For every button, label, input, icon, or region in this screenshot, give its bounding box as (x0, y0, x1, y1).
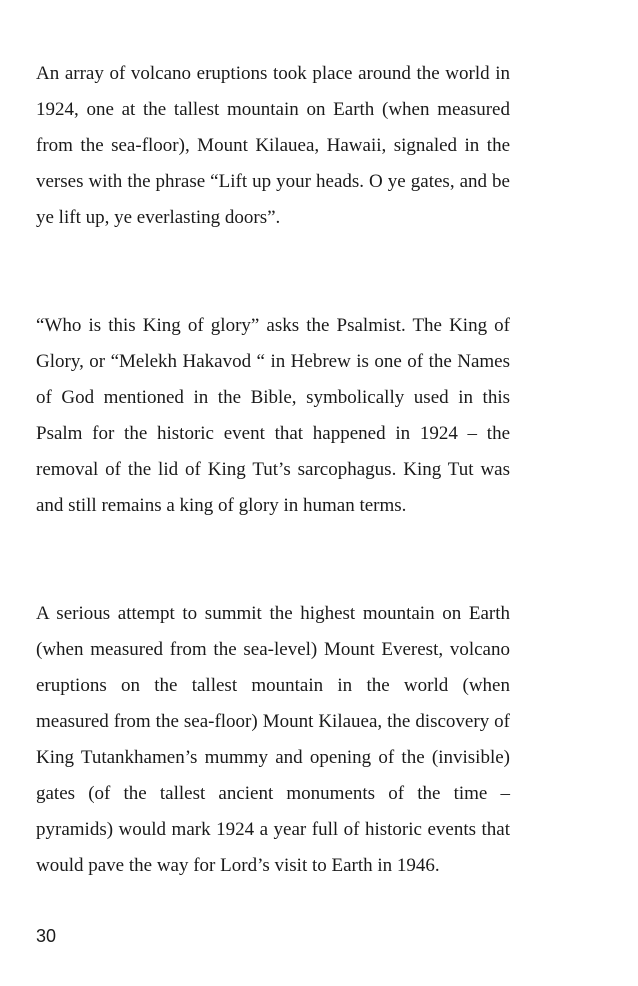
page-number: 30 (36, 926, 57, 946)
paragraph-text: A serious attempt to summit the highest mountain on Earth (when measured from the sea-level) Mount Everest, volcano eruptions on the tallest mountain in the world (when measured from the sea-floor) Mount Kilauea, the discovery of King Tutankhamen’s mummy and opening of the (invisible) gates (of the tallest ancient monuments of the time – pyramids) would mark 1924 a year full of historic events that would pave the way for Lord’s visit to Earth in 1946. (36, 603, 510, 876)
paragraph-text: An array of volcano eruptions took place around the world in 1924, one at the tallest mountain on Earth (when measured from the sea-floor), Mount Kilauea, Hawaii, signaled in the verses with the phrase “Lift up your heads. O ye gates, and be ye lift up, ye everlasting doors”. (36, 63, 510, 228)
paragraph-king-of-glory (36, 308, 510, 524)
paragraph-volcano-eruptions (36, 56, 510, 236)
paragraph-historic-events-1924 (36, 596, 510, 884)
paragraph-text: “Who is this King of glory” asks the Psalmist. The King of Glory, or “Melekh Hakavod “ in Hebrew is one of the Names of God mentioned in the Bible, symbolically used in this Psalm for the historic event that happened in 1924 – the removal of the lid of King Tut’s sarcophagus. King Tut was and still remains a king of glory in human terms. (36, 315, 510, 516)
